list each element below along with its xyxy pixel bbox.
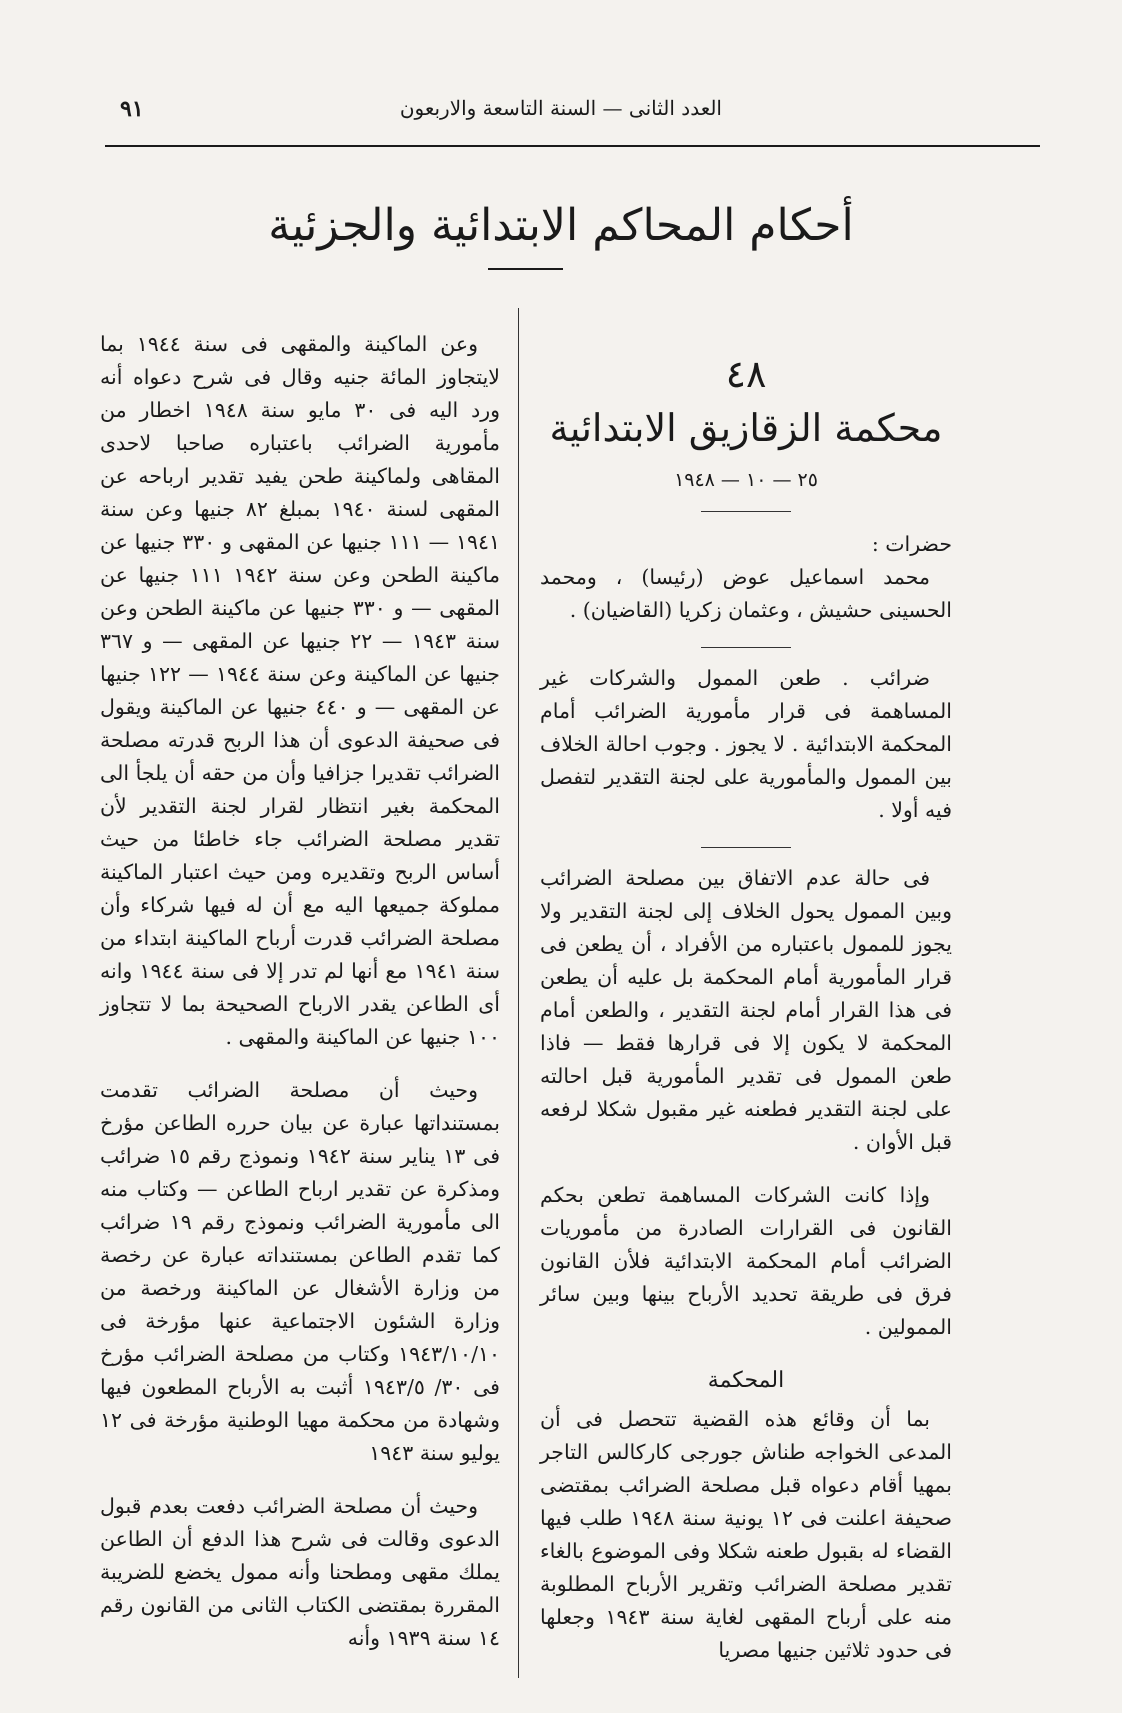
case-number: ٤٨ [725,352,767,396]
rule-2 [701,647,791,648]
rule-3 [701,847,791,848]
court-text: بما أن وقائع هذه القضية تتحصل فى أن المدعى الخواجه طناش جورجى كاركالس التاجر بمهيا أقام دعواه قبل مصلحة الضرائب بمقتضى صحيفة اعلنت فى ١٢ يونية سنة ١٩٤٨ طلب فيها القضاء له بقبول طعنه شكلا وفى الموضوع بالغاء تقدير مصلحة الضرائب وتقرير الأرباح المطلوبة منه على أرباح المقهى لغاية سنة ١٩٤٣ وجعلها فى حدود ثلاثين جنيها مصريا [540,1407,952,1662]
court-section-title: المحكمة [707,1368,785,1393]
main-title: أحكام المحاكم الابتدائية والجزئية [268,200,854,251]
page-number: ٩١ [120,96,144,122]
judges-label: حضرات : [871,532,952,556]
court-name: محكمة الزقازيق الابتدائية [549,406,943,450]
headnote: ضرائب . طعن الممول والشركات غير المساهمة فى قرار مأمورية الضرائب أمام المحكمة الابتدائية . لا يجوز . وجوب احالة الخلاف بين الممول والمأمورية على لجنة التقدير لتفصل فيه أولا . [540,666,952,822]
running-header [100,96,1022,136]
header-title: العدد الثانى — السنة التاسعة والاربعون [399,96,722,120]
principle-paragraph: وإذا كانت الشركات المساهمة تطعن بحكم القانون فى القرارات الصادرة من مأموريات الضرائب أمام المحكمة الابتدائية فلأن القانون فرق فى طريقة تحديد الأرباح بينها وبين سائر الممولين . [540,1183,952,1339]
header-rule [105,145,1040,147]
judges-list: محمد اسماعيل عوض (رئيسا) ، ومحمد الحسينى حشيش ، وعثمان زكريا (القاضيان) . [540,565,952,622]
body-paragraph: وعن الماكينة والمقهى فى سنة ١٩٤٤ بما لايتجاوز المائة جنيه وقال فى شرح دعواه أنه ورد اليه فى ٣٠ مايو سنة ١٩٤٨ اخطار من مأمورية الضرائب باعتباره صاحبا لاحدى المقاهى ولماكينة طحن يفيد تقدير ارباحه عن المقهى لسنة ١٩٤٠ بمبلغ ٨٢ جنيها وعن سنة ١٩٤١ — ١١١ جنيها عن المقهى و ٣٣٠ جنيها عن ماكينة الطحن وعن سنة ١٩٤٢ ١١١ جنيها عن المقهى — و ٣٣٠ جنيها عن ماكينة الطحن وعن سنة ١٩٤٣ — ٢٢ جنيها عن المقهى — و ٣٦٧ جنيها عن الماكينة وعن سنة ١٩٤٤ — ١٢٢ جنيها عن المقهى — و ٤٤٠ جنيها عن الماكينة ويقول فى صحيفة الدعوى أن هذا الربح قدرته مصلحة الضرائب تقديرا جزافيا وأن من حقه أن يلجأ الى المحكمة بغير انتظار لقرار لجنة التقدير لأن تقدير مصلحة الضرائب جاء خاطئا من حيث أساس الربح وتقديره ومن حيث اعتبار الماكينة مملوكة جميعها اليه مع أن له فيها شركاء وأن مصلحة الضرائب قدرت أرباح الماكينة ابتداء من سنة ١٩٤١ مع أنها لم تدر إلا فى سنة ١٩٤٤ وانه أى الطاعن يقدر الارباح الصحيحة بما لا تتجاوز ١٠٠ جنيها عن الماكينة والمقهى . [100,332,500,1049]
title-rule [488,268,563,270]
column-divider [518,308,519,1678]
body-paragraph: وحيث أن مصلحة الضرائب تقدمت بمستنداتها عبارة عن بيان حرره الطاعن مؤرخ فى ١٣ يناير سنة ١٩٤٢ ونموذج رقم ١٥ ضرائب ومذكرة عن تقدير ارباح الطاعن — وكتاب منه الى مأمورية الضرائب ونموذج رقم ١٩ ضرائب كما تقدم الطاعن بمستنداته عبارة عن رخصة من وزارة الأشغال عن الماكينة ورخصة من وزارة الشئون الاجتماعية عنها مؤرخة فى ١٩٤٣/١٠/١٠ وكتاب من مصلحة الضرائب مؤرخ فى ٣٠/ ١٩٤٣/٥ أثبت به الأرباح المطعون فيها وشهادة من محكمة مهيا الوطنية مؤرخة فى ١٢ يوليو سنة ١٩٤٣ [100,1078,500,1465]
left-column [100,328,500,1675]
principle-paragraph: فى حالة عدم الاتفاق بين مصلحة الضرائب وبين الممول يحول الخلاف إلى لجنة التقدير ولا يجوز للممول باعتباره من الأفراد ، أن يطعن فى قرار المأمورية أمام المحكمة بل عليه أن يطعن فى هذا القرار أمام لجنة التقدير ، والطعن أمام المحكمة لا يكون إلا فى قرارها فقط — فاذا طعن الممول فى تقدير المأمورية قبل احالته على لجنة التقدير فطعنه غير مقبول شكلا لرفعه قبل الأوان . [540,866,952,1154]
rule-1 [701,511,791,512]
body-paragraph: وحيث أن مصلحة الضرائب دفعت بعدم قبول الدعوى وقالت فى شرح هذا الدفع أن الطاعن يملك مقهى ومطحنا وأنه ممول يخضع للضريبة المقررة بمقتضى الكتاب الثانى من القانون رقم ١٤ سنة ١٩٣٩ وأنه [100,1494,500,1650]
right-column [540,350,952,1687]
case-date: ٢٥ — ١٠ — ١٩٤٨ [674,469,818,491]
